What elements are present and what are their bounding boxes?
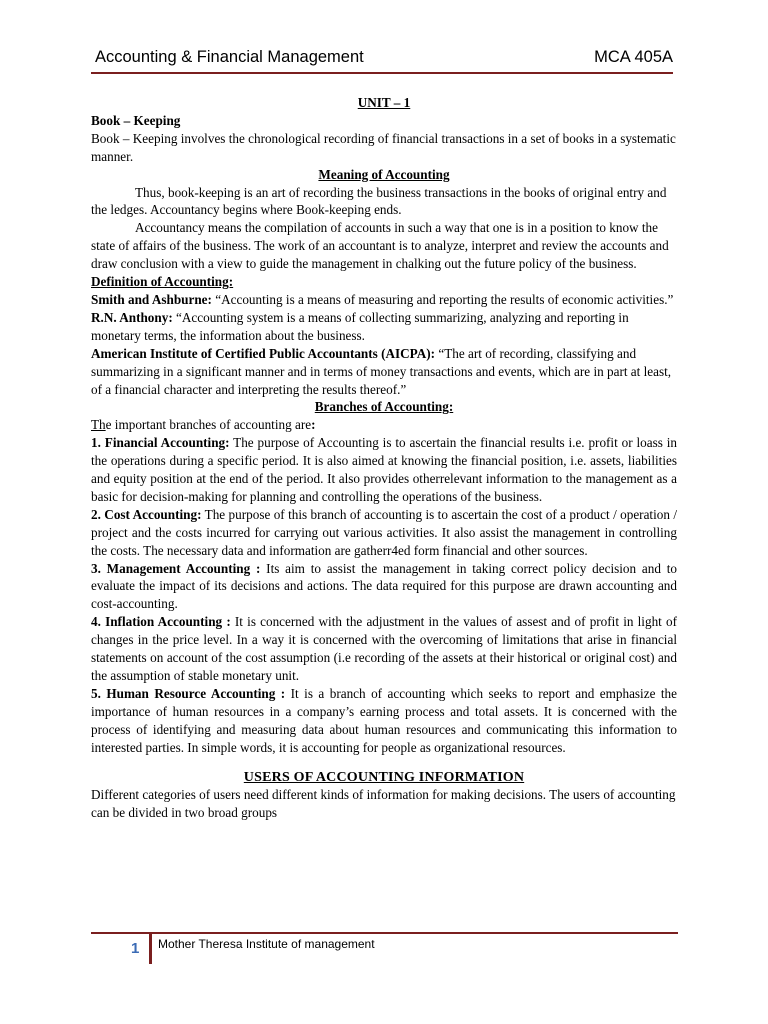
page-number: 1	[131, 940, 140, 957]
page-footer	[91, 932, 678, 964]
definition-label: R.N. Anthony:	[91, 309, 173, 325]
footer-divider	[149, 934, 152, 964]
meaning-paragraph-1: Thus, book-keeping is an art of recording the business transactions in the books of original entry and the ledges. Accountancy begins where Book-keeping ends.	[91, 184, 667, 218]
branch-label: 4. Inflation Accounting :	[91, 614, 231, 630]
branches-intro	[91, 416, 677, 434]
branch-text: It is a branch of accounting which seeks to report and emphasize the importance of human resources in a company’s earning process and total assets. It is concerned with the process of identifying and measuring data about human resources and communicating this information to interested parties. In simple words, it is accounting for people as organizational resources.	[91, 685, 677, 755]
branch-text: It is concerned with the adjustment in the values of assest and of profit in light of changes in the price level. In a way it is concerned with the overcoming of limitations that arise in financial statements on account of the cost assumption (i.e recording of the assets at their historical or original cost) and the assumption of stable monetary unit.	[91, 614, 677, 683]
branch-label: 1. Financial Accounting:	[91, 435, 230, 451]
branch-label: 2. Cost Accounting:	[91, 506, 202, 522]
branches-intro-first: Th	[91, 417, 106, 433]
definition-label: American Institute of Certified Public Accountants (AICPA):	[91, 345, 436, 361]
definition-label: Smith and Ashburne:	[91, 291, 212, 307]
definition-text: “The art of recording, classifying and summarizing in a significant manner and in terms of money transactions and events, which are in part at least, of a financial character and interpreting the results thereof.”	[91, 345, 672, 397]
branch-text: The purpose of Accounting is to ascertain the financial results i.e. profit or loass in the operations during a specific period. It is also aimed at knowing the financial position, i.e. assets, liabilities and equity position at the end of the period. It also provides otherrelevant information to the management as a basic for decision-making for planning and controlling the operations of the business.	[91, 435, 677, 504]
course-code: MCA 405A	[594, 48, 673, 66]
document-body	[91, 94, 677, 822]
definition-item	[91, 291, 677, 309]
definition-item	[91, 309, 677, 345]
course-title: Accounting & Financial Management	[95, 48, 364, 66]
definition-item	[91, 345, 677, 399]
definition-heading: Definition of Accounting:	[91, 274, 234, 290]
footer-rule	[91, 932, 678, 934]
unit-heading: UNIT – 1	[357, 95, 411, 110]
bookkeeping-heading: Book – Keeping	[91, 112, 181, 128]
branch-text: The purpose of this branch of accounting is to ascertain the cost of a product / operation / project and the costs incurred for carrying out various activities. It also assist the management in controlling the costs. The necessary data and information are gatherr4ed form financial and other sources.	[91, 506, 678, 558]
meaning-paragraph-2: Accountancy means the compilation of accounts in such a way that one is in a position to know the state of affairs of the business. The work of an accountant is to analyze, interpret and review the accounts and draw conclusion with a view to guide the management in chalking out the future policy of the business.	[91, 220, 669, 272]
branch-item	[91, 613, 677, 685]
branch-label: 3. Management Accounting :	[91, 560, 261, 576]
branches-intro-rest: e important branches of accounting are	[105, 417, 312, 433]
page-header	[91, 44, 673, 74]
branch-item	[91, 685, 677, 757]
branch-text: Its aim to assist the management in taking correct policy decision and to evaluate the impact of its decisions and actions. The data required for this purpose are drawn accounting and cost-accounting.	[91, 560, 677, 612]
bookkeeping-text: Book – Keeping involves the chronological recording of financial transactions in a set of books in a systematic manner.	[91, 130, 676, 164]
branch-label: 5. Human Resource Accounting :	[91, 685, 286, 701]
branch-item	[91, 506, 677, 560]
branch-item	[91, 434, 677, 506]
users-heading: USERS OF ACCOUNTING INFORMATION	[243, 769, 525, 785]
branch-item	[91, 560, 677, 614]
definition-text: “Accounting system is a means of collecting summarizing, analyzing and reporting in monetary terms, the information about the business.	[91, 309, 629, 343]
users-text: Different categories of users need different kinds of information for making decisions. The users of accounting can be divided in two broad groups	[91, 787, 676, 821]
institute-name: Mother Theresa Institute of management	[158, 937, 375, 951]
meaning-heading: Meaning of Accounting	[318, 166, 450, 182]
branches-intro-colon: :	[311, 417, 316, 433]
definition-text: “Accounting is a means of measuring and reporting the results of economic activities.”	[211, 291, 674, 307]
branches-heading: Branches of Accounting:	[314, 399, 454, 415]
